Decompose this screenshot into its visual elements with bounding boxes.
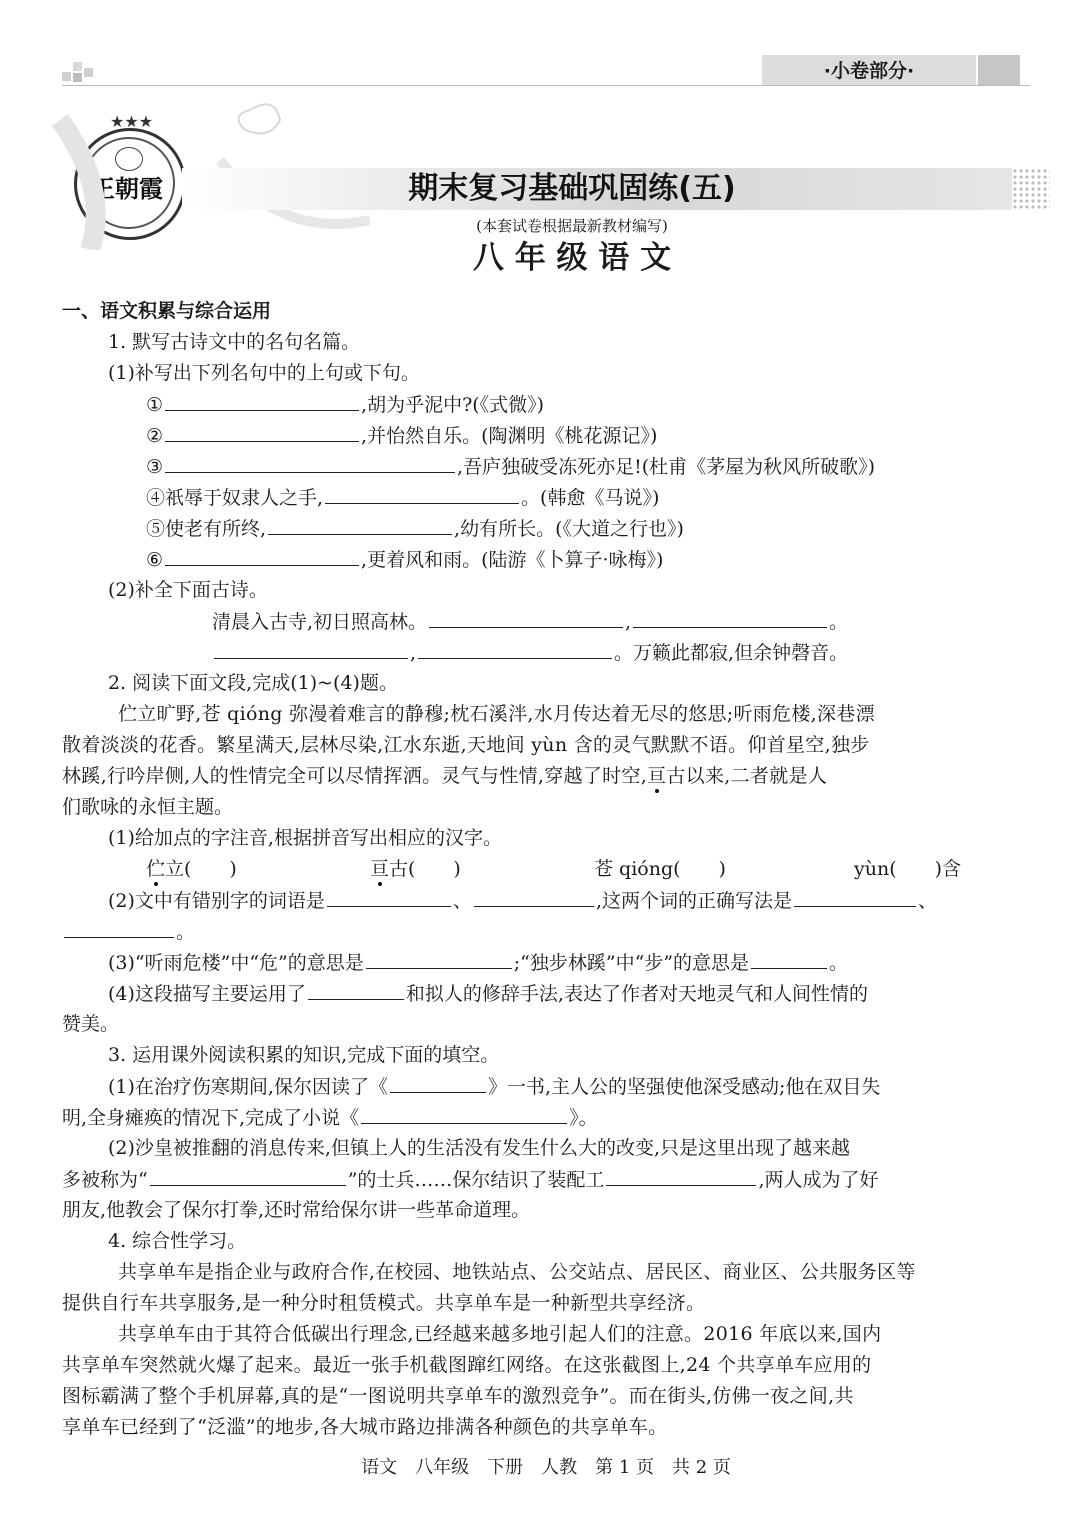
poem-line-1: 清晨入古寺,初日照高林。 , 。	[212, 607, 848, 636]
q3-sub2: (2)沙皇被推翻的消息传来,但镇上人的生活没有发生什么大的改变,只是这里出现了越来越	[108, 1137, 850, 1159]
pinyin-item-4: yùn( )含	[854, 858, 962, 880]
q3-sub1: (1)在治疗伤寒期间,保尔因读了《 》一书,主人公的坚强使他深受感动;他在双目失	[108, 1072, 880, 1101]
answer-blank[interactable]	[418, 638, 612, 659]
answer-blank[interactable]	[606, 1165, 756, 1186]
q4-passage-line: 图标霸满了整个手机屏幕,真的是“一图说明共享单车的激烈竞争”。而在街头,仿佛一夜之间,共	[62, 1385, 854, 1407]
answer-blank[interactable]	[751, 948, 827, 969]
page-footer: 语文 八年级 下册 人教 第 1 页 共 2 页	[361, 1457, 731, 1478]
q3-sub2-end: 朋友,他教会了保尔打拳,还时常给保尔讲一些革命道理。	[62, 1199, 531, 1221]
q4-passage-line: 共享单车由于其符合低碳出行理念,已经越来越多地引起人们的注意。2016 年底以来,国内	[118, 1323, 882, 1345]
q2-sub4-cont: 赞美。	[62, 1013, 120, 1035]
q2-passage-line: 们歌咏的永恒主题。	[62, 796, 234, 818]
q2-sub1: (1)给加点的字注音,根据拼音写出相应的汉字。	[108, 827, 502, 849]
answer-blank[interactable]	[361, 1103, 567, 1124]
q3-sub2-cont: 多被称为“ ”的士兵……保尔结识了装配工 ,两人成为了好	[62, 1165, 878, 1194]
q1-item-4: ④祇辱于奴隶人之手, 。(韩愈《马说》)	[146, 483, 659, 512]
q1-item-1: ① ,胡为乎泥中?(《式微》)	[146, 390, 544, 419]
q1-stem: 1. 默写古诗文中的名句名篇。	[108, 331, 361, 353]
answer-blank[interactable]	[165, 421, 359, 442]
logo-text: 王朝霞	[91, 174, 163, 203]
answer-blank[interactable]	[633, 607, 827, 628]
pinyin-item-2: 亘古( )	[370, 858, 461, 880]
answer-blank[interactable]	[794, 886, 916, 907]
pinyin-item-1: 伫立( )	[146, 858, 237, 880]
answer-blank[interactable]	[268, 514, 452, 535]
q1-item-6: ⑥ ,更着风和雨。(陆游《卜算子·咏梅》)	[146, 545, 663, 574]
page-subtitle: (本套试卷根据最新教材编写)	[476, 217, 668, 235]
answer-blank[interactable]	[165, 452, 455, 473]
q4-passage-line: 享单车已经到了“泛滥”的地步,各大城市路边排满各种颜色的共享单车。	[62, 1416, 668, 1438]
q1-item-2: ② ,并怡然自乐。(陶渊明《桃花源记》)	[146, 421, 657, 450]
answer-blank[interactable]	[214, 638, 408, 659]
answer-blank[interactable]	[64, 917, 174, 938]
answer-blank[interactable]	[150, 1165, 346, 1186]
q2-sub2: (2)文中有错别字的词语是 、 ,这两个词的正确写法是 、	[108, 886, 937, 915]
q4-passage-line: 共享单车突然就火爆了起来。最近一张手机截图蹿红网络。在这张截图上,24 个共享单车应用的	[62, 1354, 872, 1376]
answer-blank[interactable]	[165, 545, 359, 566]
q4-passage-line: 提供自行车共享服务,是一种分时租赁模式。共享单车是一种新型共享经济。	[62, 1292, 706, 1314]
pinyin-item-3: 苍 qióng( )	[594, 858, 726, 880]
q1-item-3: ③ ,吾庐独破受冻死亦足!(杜甫《茅屋为秋风所破歌》)	[146, 452, 875, 481]
grade-subject: 八 年 级 语 文	[472, 240, 672, 276]
answer-blank[interactable]	[390, 1072, 486, 1093]
q1-sub2: (2)补全下面古诗。	[108, 579, 268, 601]
answer-blank[interactable]	[325, 483, 519, 504]
q2-passage-line: 林蹊,行吟岸侧,人的性情完全可以尽情挥洒。灵气与性情,穿越了时空,亘古以来,二者就是人	[62, 765, 828, 787]
q4-stem: 4. 综合性学习。	[108, 1230, 247, 1252]
q2-sub4: (4)这段描写主要运用了 和拟人的修辞手法,表达了作者对天地灵气和人间性情的	[108, 979, 868, 1008]
answer-blank[interactable]	[308, 979, 404, 1000]
q4-passage-line: 共享单车是指企业与政府合作,在校园、地铁站点、公交站点、居民区、商业区、公共服务区等	[118, 1261, 916, 1283]
answer-blank[interactable]	[366, 948, 512, 969]
q3-sub1-cont: 明,全身瘫痪的情况下,完成了小说《 》。	[62, 1103, 598, 1132]
answer-blank[interactable]	[474, 886, 594, 907]
q2-sub2-cont: 。	[62, 917, 195, 946]
answer-blank[interactable]	[165, 390, 359, 411]
q2-passage-line: 散着淡淡的花香。繁星满天,层林尽染,江水东逝,天地间 yùn 含的灵气默默不语。仰首星空,独步	[62, 734, 870, 756]
answer-blank[interactable]	[429, 607, 623, 628]
q1-item-5: ⑤使老有所终, ,幼有所长。(《大道之行也》)	[146, 514, 684, 543]
star-icon: ★★★	[110, 112, 154, 131]
answer-blank[interactable]	[327, 886, 451, 907]
q1-sub1: (1)补写出下列名句中的上句或下句。	[108, 362, 420, 384]
q3-stem: 3. 运用课外阅读积累的知识,完成下面的填空。	[108, 1044, 500, 1066]
q2-stem: 2. 阅读下面文段,完成(1)~(4)题。	[108, 672, 398, 694]
section-heading: 一、语文积累与综合运用	[62, 300, 272, 322]
poem-line-2: , 。万籁此都寂,但余钟磬音。	[212, 638, 848, 667]
section-tag: ·小卷部分·	[823, 60, 915, 82]
q2-sub3: (3)“听雨危楼”中“危”的意思是 ;“独步林蹊”中“步”的意思是 。	[108, 948, 848, 977]
q2-passage-line: 伫立旷野,苍 qióng 弥漫着难言的静穆;枕石溪泮,水月传达着无尽的悠思;听雨危楼,深巷漂	[118, 703, 875, 725]
page-title: 期末复习基础巩固练(五)	[408, 171, 736, 206]
